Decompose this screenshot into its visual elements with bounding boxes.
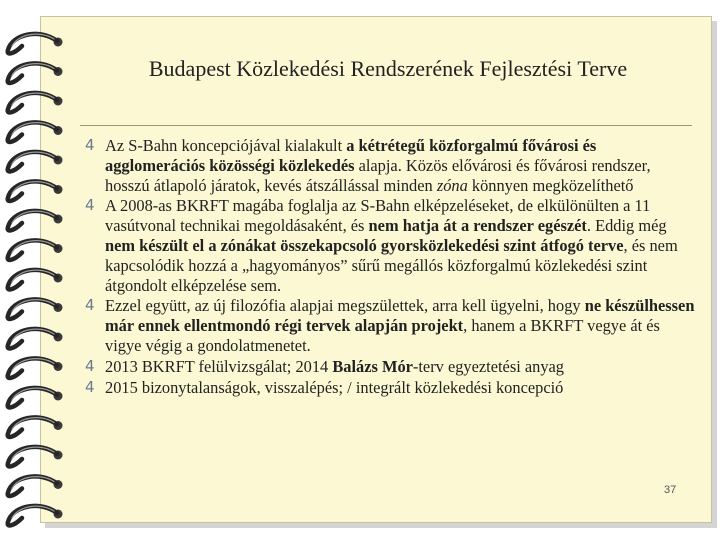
binding-ring xyxy=(8,240,63,260)
bullet-text: Az S-Bahn koncepciójával kialakult xyxy=(105,136,347,155)
binding-ring xyxy=(8,34,63,54)
binding-ring xyxy=(8,388,63,408)
binding-ring xyxy=(8,447,63,467)
slide-title: Budapest Közlekedési Rendszerének Fejlesztési Terve xyxy=(148,56,628,81)
bullet-text-bold: nem készült el a zónákat összekapcsoló gyorsközlekedési szint átfogó terve xyxy=(105,235,624,255)
bullet-icon: 4 xyxy=(85,196,95,215)
binding-ring xyxy=(8,299,63,319)
bullet-text: könnyen megközelíthető xyxy=(467,175,634,195)
binding-ring xyxy=(8,358,63,378)
binding-ring xyxy=(8,211,63,231)
binding-ring xyxy=(8,93,63,113)
binding-ring xyxy=(8,476,63,496)
bullet-list xyxy=(85,136,697,397)
bullet-text-bold: nem hatja át a rendszer egészét xyxy=(368,216,587,236)
bullet-text: 2015 bizonytalanságok, visszalépés; / integrált közlekedési koncepció xyxy=(105,377,564,397)
bullet-item xyxy=(85,136,697,195)
binding-ring xyxy=(8,152,63,172)
bullet-item xyxy=(85,196,697,295)
binding-ring xyxy=(8,122,63,142)
binding-ring xyxy=(8,181,63,201)
bullet-text: Ezzel együtt, az új filozófia alapjai megszülettek, arra kell ügyelni, hogy xyxy=(105,296,585,316)
bullet-icon: 4 xyxy=(85,356,95,375)
bullet-text: . Eddig még xyxy=(586,216,667,236)
bullet-text-italic: zóna xyxy=(436,175,468,195)
bullet-text-bold: a kétrétegű közforgalmú fővárosi és agglomerációs közösségi közlekedés xyxy=(105,136,597,175)
bullet-icon: 4 xyxy=(85,136,95,154)
page-number: 37 xyxy=(664,484,677,496)
binding-ring xyxy=(8,417,63,437)
binding-ring xyxy=(8,270,63,290)
bullet-item xyxy=(85,296,697,355)
binding-ring xyxy=(8,506,63,526)
title-divider xyxy=(80,125,692,126)
bullet-item xyxy=(85,357,697,377)
bullet-text: alapja. Közös elővárosi és fővárosi rendszer, hosszú átlapoló járatok, kevés átszállással minden xyxy=(105,155,651,195)
bullet-text: , hanem a BKRFT vegye át és vigye végig a gondolatmenetet. xyxy=(105,316,660,355)
bullet-text: , és nem kapcsolódik hozzá a „hagyományos” sűrű megállós közforgalmú közlekedési szint átgondolt elképzelése sem. xyxy=(105,235,678,295)
bullet-item xyxy=(85,378,697,398)
bullet-text: 2013 BKRFT felülvizsgálat; 2014 xyxy=(105,356,333,376)
binding-ring xyxy=(8,329,63,349)
bullet-text: A 2008-as BKRFT magába foglalja az S-Bahn elképzeléseket, de elkülönülten a 11 vasútvonal technikai megoldásaként, és xyxy=(105,196,651,236)
bullet-icon: 4 xyxy=(85,296,95,315)
bullet-text-bold: Balázs Mór xyxy=(332,356,413,376)
bullet-text: -terv egyeztetési anyag xyxy=(412,356,564,376)
bullet-text-bold: ne készülhessen már ennek ellentmondó régi tervek alapján projekt xyxy=(105,296,695,336)
bullet-icon: 4 xyxy=(85,377,95,396)
